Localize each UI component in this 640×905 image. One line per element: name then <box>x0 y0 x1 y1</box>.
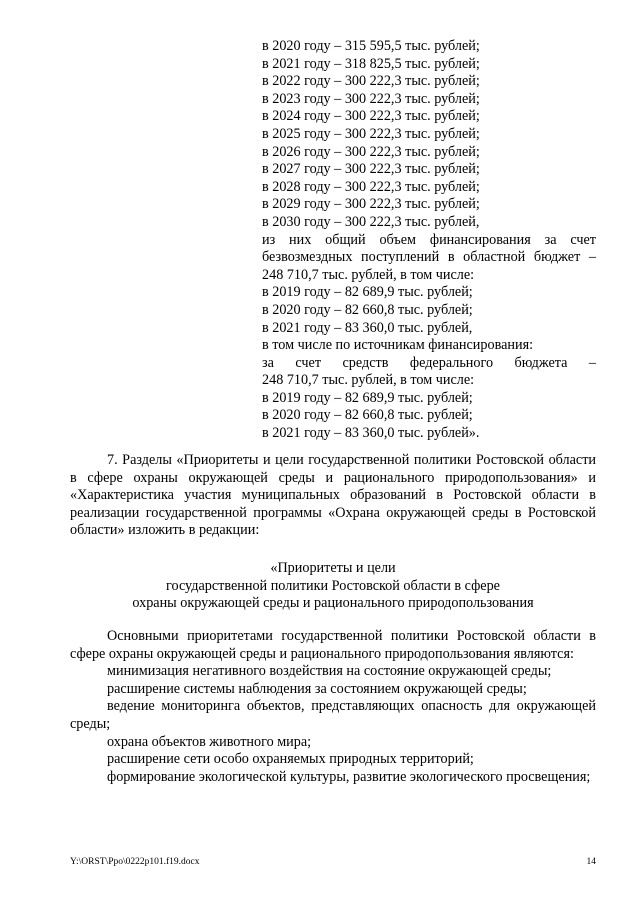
funding-line: в 2030 году – 300 222,3 тыс. рублей, <box>262 213 480 230</box>
funding-line: в 2025 году – 300 222,3 тыс. рублей; <box>262 125 480 142</box>
gratuitous-line: в 2020 году – 82 660,8 тыс. рублей; <box>262 301 473 318</box>
federal-line: в 2021 году – 83 360,0 тыс. рублей». <box>262 425 480 442</box>
page-number: 14 <box>586 857 596 867</box>
section-heading-line: государственной политики Ростовской области в сфере <box>166 577 500 594</box>
funding-line: в 2020 году – 315 595,5 тыс. рублей; <box>262 38 480 54</box>
item-7-paragraph: 7. Разделы «Приоритеты и цели государственной политики Ростовской области в сфере охраны окружающей среды и рационального природопользования» и «Характеристика участия муниципальных образований в Ростовской области в реализации государственной программы «Охрана окружающей среды в Ростовской области» изложить в редакции: <box>70 452 596 539</box>
funding-line: в 2021 году – 318 825,5 тыс. рублей; <box>262 55 480 72</box>
gratuitous-line: в 2019 году – 82 689,9 тыс. рублей; <box>262 284 473 301</box>
funding-line: в 2026 году – 300 222,3 тыс. рублей; <box>262 143 480 160</box>
priorities-section <box>70 628 596 786</box>
gratuitous-intro: безвозмездных поступлений в областной бюджет – <box>262 249 596 266</box>
funding-line: в 2029 году – 300 222,3 тыс. рублей; <box>262 196 480 213</box>
section-heading-line: охраны окружающей среды и рационального природопользования <box>132 595 534 612</box>
funding-line: в 2024 году – 300 222,3 тыс. рублей; <box>262 108 480 125</box>
funding-line: в 2027 году – 300 222,3 тыс. рублей; <box>262 161 480 178</box>
gratuitous-intro: 248 710,7 тыс. рублей, в том числе: <box>262 266 475 283</box>
priority-item: минимизация негативного воздействия на состояние окружающей среды; <box>107 663 552 680</box>
funding-line: в 2028 году – 300 222,3 тыс. рублей; <box>262 178 480 195</box>
priority-item: формирование экологической культуры, развитие экологического просвещения; <box>107 768 591 785</box>
funding-line: в 2023 году – 300 222,3 тыс. рублей; <box>262 90 480 107</box>
federal-line: в 2020 году – 82 660,8 тыс. рублей; <box>262 407 473 424</box>
section-heading-line: «Приоритеты и цели <box>270 560 396 576</box>
gratuitous-line: в 2021 году – 83 360,0 тыс. рублей, <box>262 319 473 336</box>
federal-intro: за счет средств федерального бюджета – <box>262 354 596 371</box>
sources-intro: в том числе по источникам финансирования: <box>262 337 534 354</box>
priority-item: ведение мониторинга объектов, представляющих опасность для окружающей среды; <box>70 698 596 732</box>
federal-line: в 2019 году – 82 689,9 тыс. рублей; <box>262 389 473 406</box>
funding-column <box>262 38 596 443</box>
priority-item: расширение сети особо охраняемых природных территорий; <box>107 751 474 768</box>
footer-file-path: Y:\ORST\Ppo\0222p101.f19.docx <box>70 857 200 867</box>
federal-intro: 248 710,7 тыс. рублей, в том числе: <box>262 372 475 389</box>
priority-item: расширение системы наблюдения за состоянием окружающей среды; <box>107 680 527 697</box>
gratuitous-intro: из них общий объем финансирования за счет <box>262 231 596 248</box>
section-heading <box>70 560 596 613</box>
priority-item: охрана объектов животного мира; <box>107 733 312 750</box>
funding-line: в 2022 году – 300 222,3 тыс. рублей; <box>262 73 480 90</box>
priorities-intro: Основными приоритетами государственной политики Ростовской области в сфере охраны окружающей среды и рационального природопользования являются: <box>70 628 596 662</box>
